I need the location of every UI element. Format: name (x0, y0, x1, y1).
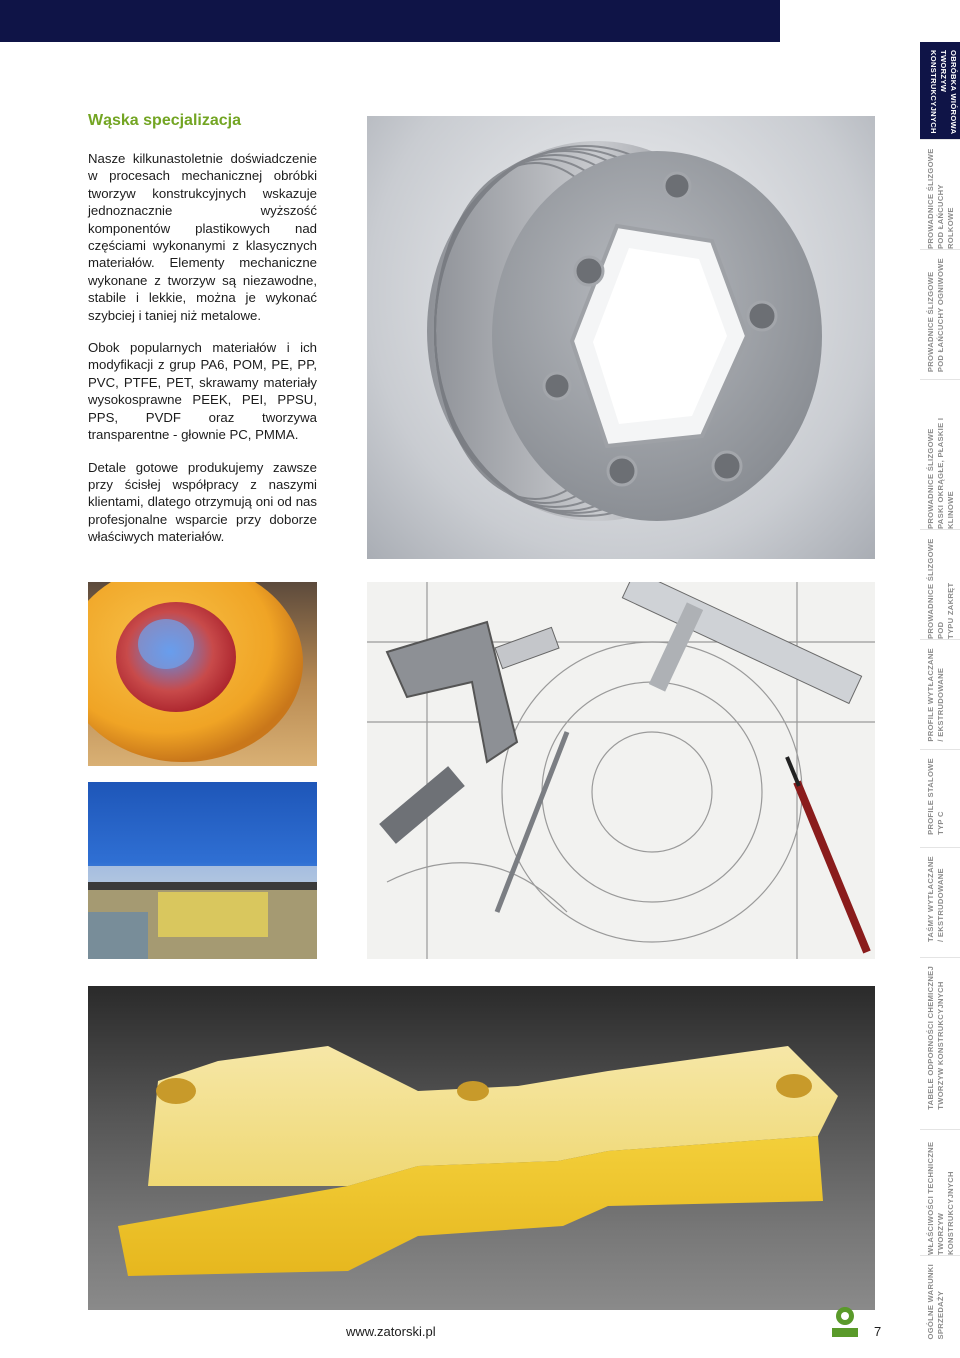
page-number: 7 (874, 1324, 882, 1339)
section-side-navigation (920, 42, 960, 1358)
orange-tube-illustration (88, 582, 317, 766)
nav-tab-chemical-resistance[interactable] (920, 958, 960, 1130)
nav-tab-label: OGÓLNE WARUNKI SPRZEDAŻY (926, 1264, 945, 1340)
nav-tab-label: PROWADNICE ŚLIZGOWE POD ŁAŃCUCHY OGNIWOWE (926, 258, 945, 373)
nav-tab-technical-properties[interactable] (920, 1130, 960, 1256)
nav-tab-label: TABELE ODPORNOŚCI CHEMICZNEJ TWORZYW KONSTRUKCYJNYCH (926, 966, 945, 1110)
paragraph-cooperation: Detale gotowe produkujemy zawsze przy ścisłej współpracy z naszymi klientami, dlatego otrzymują oni od nas profesjonalne wsparcie przy doborze właściwych materiałów. (88, 459, 317, 545)
pulley-illustration (367, 116, 875, 559)
nav-tab-extruded-strips[interactable] (920, 848, 960, 958)
nav-tab-guides-roller-chains[interactable] (920, 140, 960, 250)
nav-tab-label: OBRÓBKA WIÓROWA TWORZYW KONSTRUKCYJNYCH (929, 50, 958, 135)
nav-tab-label: PROWADNICE ŚLIZGOWE POD TYPU ZAKRĘT (926, 538, 955, 639)
zatorski-logo (832, 1306, 858, 1338)
logo-icon (832, 1306, 858, 1338)
nav-tab-label: PROFILE STALOWE TYP C (926, 758, 945, 835)
nav-tab-machining[interactable] (920, 42, 960, 140)
machine-illustration (88, 782, 317, 959)
photo-machine (88, 782, 317, 959)
photo-calipers-drawing (367, 582, 875, 959)
yellow-part-illustration (88, 986, 875, 1310)
nav-tab-steel-profiles[interactable] (920, 750, 960, 848)
calipers-illustration (367, 582, 875, 959)
photo-orange-tube (88, 582, 317, 766)
nav-tab-extruded-profiles[interactable] (920, 640, 960, 750)
paragraph-materials: Obok popularnych materiałów i ich modyfikacji z grup PA6, POM, PE, PP, PVC, PTFE, PET, skrawamy materiały wysokosprawne PEEK, PEI, PPSU, PPS, PVDF oraz tworzywa transparentne - głownie PC, PMMA. (88, 340, 317, 443)
nav-tab-label: PROWADNICE ŚLIZGOWE POD ŁAŃCUCHY ROLKOWE (926, 148, 955, 249)
body-text (88, 150, 317, 561)
photo-pulley (367, 116, 875, 559)
section-heading: Wąska specjalizacja (88, 112, 241, 129)
nav-tab-label: PROFILE WYTŁACZANE / EKSTRUDOWANE (926, 648, 945, 742)
nav-tab-guides-link-chains[interactable] (920, 250, 960, 380)
nav-tab-terms-of-sale[interactable] (920, 1256, 960, 1358)
nav-tab-label: TAŚMY WYTŁACZANE / EKSTRUDOWANE (926, 856, 945, 942)
nav-tab-guides-curve[interactable] (920, 530, 960, 640)
nav-tab-label: PROWADNICE ŚLIZGOWE PASKI OKRĄGŁE, PŁASKIE I KLINOWE (926, 417, 955, 529)
footer-website-url[interactable]: www.zatorski.pl (346, 1324, 436, 1339)
nav-tab-label: WŁAŚCIWOŚCI TECHNICZNE TWORZYW KONSTRUKCYJNYCH (926, 1141, 955, 1255)
top-bar (0, 0, 780, 42)
nav-tab-guides-belts[interactable] (920, 380, 960, 530)
photo-yellow-part (88, 986, 875, 1310)
paragraph-experience: Nasze kilkunastoletnie doświadczenie w procesach mechanicznej obróbki tworzyw konstrukcyjnych wskazuje jednoznacznie wyższość komponentów plastikowych nad częściami wykonanymi z klasycznych materiałów. Elementy mechaniczne wykonane z tworzyw są niezawodne, stabile i lekkie, można je wykonać szybciej i taniej niż metalowe. (88, 151, 317, 323)
top-bar-gap (780, 0, 960, 42)
